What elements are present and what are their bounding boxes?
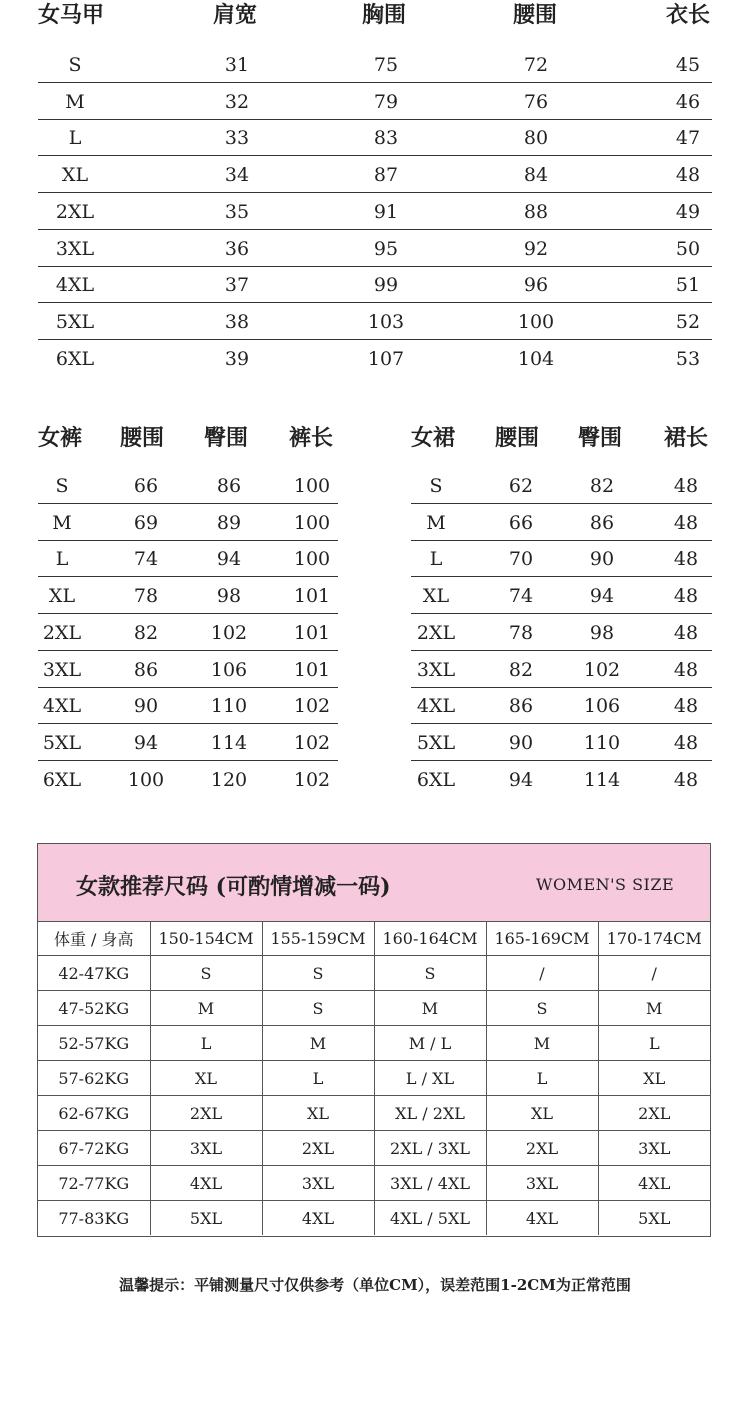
skirt-cell: 94: [508, 768, 534, 791]
vest-table-row: [38, 339, 712, 376]
recommendation-title: 女款推荐尺码 (可酌情增减一码): [76, 874, 391, 900]
recommendation-row: [38, 1201, 710, 1236]
vest-cell: 33: [224, 127, 250, 150]
skirt-cell: 48: [673, 475, 699, 497]
vest-cell: 34: [224, 164, 250, 187]
skirt-cell: 2XL: [416, 621, 456, 644]
skirt-cell: 78: [508, 621, 534, 644]
skirt-cell: 106: [583, 695, 621, 718]
vest-cell: 50: [675, 237, 701, 260]
vest-table-header: [0, 0, 750, 30]
skirt-cell: L: [429, 548, 443, 571]
vest-header-shoulder: 肩宽: [213, 2, 258, 28]
recommendation-row: [38, 1061, 710, 1096]
size-cell: 4XL: [486, 1201, 598, 1236]
skirt-cell: 62: [508, 475, 534, 497]
vest-cell: 32: [224, 90, 250, 113]
skirt-cell: 82: [508, 658, 534, 681]
recommendation-grid: [38, 921, 710, 1235]
skirt-table-header: [411, 421, 712, 451]
pants-cell: XL: [48, 585, 76, 608]
size-cell: 2XL / 3XL: [374, 1131, 486, 1166]
vest-cell: 92: [523, 237, 549, 260]
size-cell: 2XL: [598, 1096, 710, 1131]
vest-cell: 48: [675, 164, 701, 187]
pants-cell: 89: [216, 511, 242, 534]
recommendation-header-cell: 170-174CM: [598, 921, 710, 956]
vest-table-row: [38, 82, 712, 120]
size-cell: M: [150, 991, 262, 1026]
size-cell: 2XL: [150, 1096, 262, 1131]
size-cell: XL / 2XL: [374, 1096, 486, 1131]
pants-cell: 100: [293, 475, 331, 497]
skirt-cell: 48: [673, 658, 699, 681]
size-cell: S: [262, 991, 374, 1026]
recommendation-header-cell: 165-169CM: [486, 921, 598, 956]
vest-table-row: [38, 118, 712, 156]
skirt-cell: 110: [583, 731, 621, 754]
vest-table-row: [38, 265, 712, 303]
pants-table-row: [38, 723, 338, 761]
skirt-header-hip: 臀围: [578, 425, 623, 451]
skirt-cell: S: [429, 475, 443, 497]
pants-header-hip: 臀围: [204, 425, 249, 451]
vest-cell: 53: [675, 347, 701, 370]
pants-cell: 102: [293, 731, 331, 754]
pants-table-row: [38, 576, 338, 614]
pants-cell: 90: [133, 695, 159, 718]
pants-cell: 86: [216, 475, 242, 497]
skirt-header-waist: 腰围: [495, 425, 540, 451]
size-cell: 5XL: [598, 1201, 710, 1236]
vest-cell: 87: [373, 164, 399, 187]
pants-cell: S: [55, 475, 69, 497]
weight-cell: 72-77KG: [38, 1166, 150, 1201]
size-cell: L / XL: [374, 1061, 486, 1096]
pants-table-row: [38, 760, 338, 797]
pants-table-row: [38, 539, 338, 577]
size-cell: XL: [150, 1061, 262, 1096]
weight-cell: 52-57KG: [38, 1026, 150, 1061]
skirt-table-row: [411, 466, 712, 504]
skirt-cell: 90: [589, 548, 615, 571]
size-cell: 3XL: [262, 1166, 374, 1201]
pants-table-row: [38, 613, 338, 651]
weight-cell: 57-62KG: [38, 1061, 150, 1096]
vest-header-chest: 胸围: [362, 2, 407, 28]
weight-cell: 77-83KG: [38, 1201, 150, 1236]
recommendation-subtitle: WOMEN'S SIZE: [536, 875, 675, 894]
skirt-cell: 90: [508, 731, 534, 754]
vest-cell: 49: [675, 200, 701, 223]
vest-table-row: [38, 302, 712, 340]
pants-header-waist: 腰围: [120, 425, 165, 451]
vest-table-row: [38, 192, 712, 230]
size-cell: 4XL: [598, 1166, 710, 1201]
size-cell: M: [374, 991, 486, 1026]
pants-cell: 101: [293, 621, 331, 644]
pants-table-row: [38, 686, 338, 724]
vest-cell: 84: [523, 164, 549, 187]
vest-cell: 104: [517, 347, 555, 370]
vest-cell: 99: [373, 274, 399, 297]
recommendation-header-cell: 体重 / 身高: [38, 921, 150, 956]
size-cell: 5XL: [150, 1201, 262, 1236]
pants-cell: 101: [293, 585, 331, 608]
vest-cell: 91: [373, 200, 399, 223]
pants-cell: 4XL: [42, 695, 82, 718]
recommendation-header-cell: 160-164CM: [374, 921, 486, 956]
pants-cell: 100: [293, 548, 331, 571]
vest-cell: 52: [675, 310, 701, 333]
skirt-cell: 4XL: [416, 695, 456, 718]
size-cell: 3XL / 4XL: [374, 1166, 486, 1201]
size-cell: /: [598, 956, 710, 991]
skirt-table-row: [411, 723, 712, 761]
recommendation-row: [38, 1096, 710, 1131]
skirt-table-row: [411, 503, 712, 541]
recommendation-header-cell: 150-154CM: [150, 921, 262, 956]
vest-cell: 46: [675, 90, 701, 113]
pants-cell: 110: [210, 695, 248, 718]
vest-cell: 80: [523, 127, 549, 150]
pants-cell: 86: [133, 658, 159, 681]
recommendation-row: [38, 991, 710, 1026]
skirt-cell: 70: [508, 548, 534, 571]
size-cell: 4XL / 5XL: [374, 1201, 486, 1236]
vest-cell: 39: [224, 347, 250, 370]
skirt-cell: 48: [673, 731, 699, 754]
size-cell: 4XL: [150, 1166, 262, 1201]
vest-cell: 31: [224, 54, 250, 76]
skirt-cell: 48: [673, 768, 699, 791]
pants-cell: 106: [210, 658, 248, 681]
pants-cell: 102: [293, 768, 331, 791]
skirt-cell: 48: [673, 621, 699, 644]
vest-cell: 2XL: [55, 200, 95, 223]
vest-cell: 35: [224, 200, 250, 223]
skirt-table-row: [411, 650, 712, 688]
vest-cell: 103: [367, 310, 405, 333]
pants-table-header: [38, 421, 338, 451]
pants-cell: 82: [133, 621, 159, 644]
vest-cell: 76: [523, 90, 549, 113]
skirt-cell: 114: [583, 768, 621, 791]
size-recommendation-table: [37, 843, 711, 1237]
pants-cell: 2XL: [42, 621, 82, 644]
vest-cell: 96: [523, 274, 549, 297]
skirt-cell: 66: [508, 511, 534, 534]
skirt-cell: 74: [508, 585, 534, 608]
skirt-cell: 86: [508, 695, 534, 718]
size-cell: M: [262, 1026, 374, 1061]
vest-cell: 72: [523, 54, 549, 76]
pants-cell: 101: [293, 658, 331, 681]
size-cell: L: [262, 1061, 374, 1096]
recommendation-row: [38, 1131, 710, 1166]
size-cell: M: [598, 991, 710, 1026]
skirt-cell: 48: [673, 548, 699, 571]
vest-cell: 4XL: [55, 274, 95, 297]
recommendation-header-row: [38, 921, 710, 956]
vest-cell: 75: [373, 54, 399, 76]
pants-cell: M: [52, 511, 72, 534]
size-cell: 3XL: [150, 1131, 262, 1166]
vest-cell: 47: [675, 127, 701, 150]
vest-cell: 5XL: [55, 310, 95, 333]
vest-cell: 88: [523, 200, 549, 223]
vest-table-row: [38, 155, 712, 193]
recommendation-row: [38, 1166, 710, 1201]
skirt-cell: 82: [589, 475, 615, 497]
size-cell: 2XL: [262, 1131, 374, 1166]
measurement-note: 温馨提示：平铺测量尺寸仅供参考（单位CM），误差范围1-2CM为正常范围: [119, 1276, 631, 1294]
vest-table-row: [38, 45, 712, 83]
pants-header-length: 裤长: [289, 425, 334, 451]
pants-table-row: [38, 466, 338, 504]
recommendation-header-cell: 155-159CM: [262, 921, 374, 956]
pants-cell: 114: [210, 731, 248, 754]
vest-header-item: 女马甲: [38, 2, 105, 28]
vest-cell: XL: [61, 164, 89, 187]
pants-table-row: [38, 650, 338, 688]
weight-cell: 67-72KG: [38, 1131, 150, 1166]
size-cell: XL: [598, 1061, 710, 1096]
skirt-cell: 98: [589, 621, 615, 644]
vest-header-length: 衣长: [666, 2, 711, 28]
size-cell: /: [486, 956, 598, 991]
weight-cell: 47-52KG: [38, 991, 150, 1026]
vest-cell: 95: [373, 237, 399, 260]
vest-cell: 37: [224, 274, 250, 297]
pants-cell: 102: [210, 621, 248, 644]
vest-cell: 51: [675, 274, 701, 297]
vest-cell: 45: [675, 54, 701, 76]
skirt-table-row: [411, 576, 712, 614]
size-cell: 4XL: [262, 1201, 374, 1236]
size-cell: L: [598, 1026, 710, 1061]
vest-cell: M: [65, 90, 85, 113]
vest-cell: 36: [224, 237, 250, 260]
vest-cell: 79: [373, 90, 399, 113]
vest-cell: 83: [373, 127, 399, 150]
pants-cell: 5XL: [42, 731, 82, 754]
pants-cell: 120: [210, 768, 248, 791]
skirt-table-row: [411, 760, 712, 797]
skirt-cell: 3XL: [416, 658, 456, 681]
pants-cell: 6XL: [42, 768, 82, 791]
pants-cell: 100: [293, 511, 331, 534]
pants-cell: 69: [133, 511, 159, 534]
pants-header-item: 女裤: [38, 425, 83, 451]
skirt-header-item: 女裙: [411, 425, 456, 451]
vest-cell: S: [68, 54, 82, 76]
recommendation-row: [38, 956, 710, 991]
vest-table-row: [38, 229, 712, 267]
recommendation-banner: [38, 844, 710, 922]
pants-cell: 3XL: [42, 658, 82, 681]
size-cell: S: [486, 991, 598, 1026]
pants-table-row: [38, 503, 338, 541]
size-cell: S: [374, 956, 486, 991]
pants-cell: 94: [216, 548, 242, 571]
weight-cell: 42-47KG: [38, 956, 150, 991]
size-cell: L: [150, 1026, 262, 1061]
skirt-cell: M: [426, 511, 446, 534]
vest-cell: 6XL: [55, 347, 95, 370]
size-cell: XL: [262, 1096, 374, 1131]
size-cell: L: [486, 1061, 598, 1096]
size-cell: M / L: [374, 1026, 486, 1061]
pants-cell: 102: [293, 695, 331, 718]
skirt-cell: 48: [673, 585, 699, 608]
skirt-cell: 48: [673, 695, 699, 718]
skirt-cell: XL: [422, 585, 450, 608]
vest-cell: 107: [367, 347, 405, 370]
size-cell: 3XL: [486, 1166, 598, 1201]
vest-header-waist: 腰围: [513, 2, 558, 28]
size-cell: 3XL: [598, 1131, 710, 1166]
vest-cell: L: [68, 127, 82, 150]
pants-cell: 98: [216, 585, 242, 608]
vest-cell: 3XL: [55, 237, 95, 260]
skirt-table-row: [411, 686, 712, 724]
skirt-table-row: [411, 613, 712, 651]
vest-cell: 38: [224, 310, 250, 333]
skirt-cell: 86: [589, 511, 615, 534]
pants-cell: 78: [133, 585, 159, 608]
skirt-cell: 94: [589, 585, 615, 608]
skirt-table-row: [411, 539, 712, 577]
skirt-header-length: 裙长: [664, 425, 709, 451]
skirt-cell: 5XL: [416, 731, 456, 754]
size-cell: S: [262, 956, 374, 991]
pants-cell: L: [55, 548, 69, 571]
pants-cell: 100: [127, 768, 165, 791]
skirt-cell: 102: [583, 658, 621, 681]
size-cell: XL: [486, 1096, 598, 1131]
weight-cell: 62-67KG: [38, 1096, 150, 1131]
recommendation-row: [38, 1026, 710, 1061]
pants-cell: 66: [133, 475, 159, 497]
skirt-cell: 48: [673, 511, 699, 534]
vest-cell: 100: [517, 310, 555, 333]
size-cell: 2XL: [486, 1131, 598, 1166]
pants-cell: 74: [133, 548, 159, 571]
skirt-cell: 6XL: [416, 768, 456, 791]
pants-cell: 94: [133, 731, 159, 754]
size-cell: S: [150, 956, 262, 991]
size-cell: M: [486, 1026, 598, 1061]
